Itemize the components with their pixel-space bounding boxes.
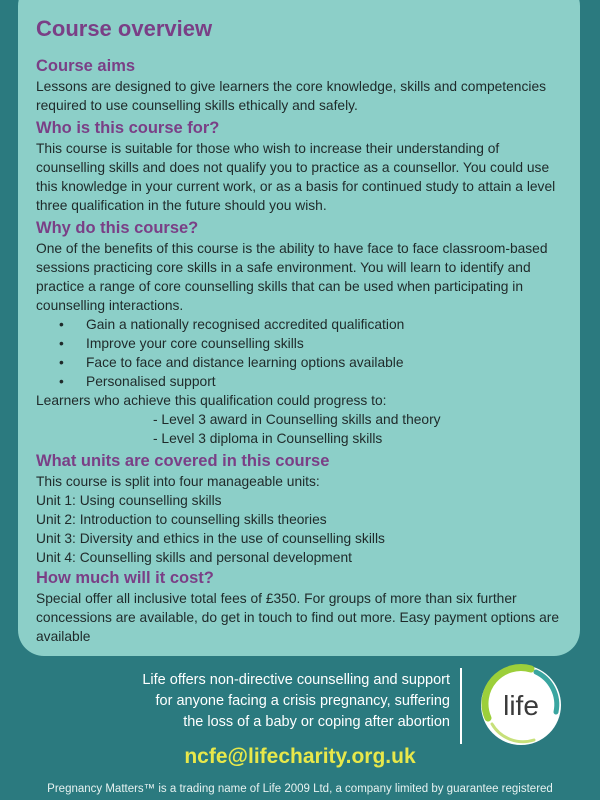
bullet-icon: •: [59, 317, 64, 332]
why-text: One of the benefits of this course is the ability to have face to face classroom-based sessions practicing core skills in a safe environment. You will learn to identify and practice a range of core counselling skills that can be used when participating in counselling interactions.: [36, 241, 548, 313]
unit-item: Unit 4: Counselling skills and personal development: [36, 550, 352, 565]
units-heading: What units are covered in this course: [36, 452, 330, 470]
bullet-icon: •: [59, 374, 64, 389]
progress-intro: Learners who achieve this qualification could progress to:: [36, 393, 387, 408]
email-link[interactable]: ncfe@lifecharity.org.uk: [184, 745, 416, 768]
list-item: [36, 353, 562, 372]
bullet-text: Improve your core counselling skills: [86, 336, 304, 351]
benefits-list: [36, 315, 562, 391]
divider: [460, 668, 462, 744]
footer: [0, 660, 600, 800]
progress-item: - Level 3 diploma in Counselling skills: [153, 431, 383, 446]
units-intro: This course is split into four manageable units:: [36, 474, 320, 489]
who-heading: Who is this course for?: [36, 119, 220, 137]
cost-heading: How much will it cost?: [36, 569, 214, 587]
unit-item: Unit 1: Using counselling skills: [36, 493, 222, 508]
cost-text: Special offer all inclusive total fees of £350. For groups of more than six further concessions are available, do get in touch to find out more. Easy payment options are available: [36, 591, 560, 644]
tagline-line: the loss of a baby or coping after abortion: [183, 714, 450, 730]
bullet-icon: •: [59, 336, 64, 351]
tagline: [50, 670, 450, 733]
tagline-line: Life offers non-directive counselling and support: [142, 672, 450, 688]
progress-item: - Level 3 award in Counselling skills and theory: [153, 412, 441, 427]
bullet-text: Face to face and distance learning options available: [86, 355, 404, 370]
bullet-text: Gain a nationally recognised accredited qualification: [86, 317, 405, 332]
unit-item: Unit 2: Introduction to counselling skills theories: [36, 512, 327, 527]
who-text: This course is suitable for those who wish to increase their understanding of counselling skills and does not qualify you to practice as a counsellor. You could use this knowledge in your current work, or as a basis for continued study to attain a level three qualification in the future should you wish.: [36, 141, 556, 213]
bullet-text: Personalised support: [86, 374, 216, 389]
course-overview-card: [18, 0, 580, 656]
unit-item: Unit 3: Diversity and ethics in the use of counselling skills: [36, 531, 385, 546]
legal-text: Pregnancy Matters™ is a trading name of Life 2009 Ltd, a company limited by guarantee registered: [47, 783, 553, 795]
life-logo: [476, 660, 566, 750]
bullet-icon: •: [59, 355, 64, 370]
why-heading: Why do this course?: [36, 219, 199, 237]
logo-text: life: [503, 690, 539, 721]
page-title: Course overview: [36, 16, 213, 41]
list-item: [36, 334, 562, 353]
list-item: [36, 372, 562, 391]
tagline-line: for anyone facing a crisis pregnancy, suffering: [155, 693, 450, 709]
course-aims-heading: Course aims: [36, 57, 136, 75]
course-aims-text: Lessons are designed to give learners the core knowledge, skills and competencies required to use counselling skills ethically and safely.: [36, 79, 547, 113]
list-item: [36, 315, 562, 334]
